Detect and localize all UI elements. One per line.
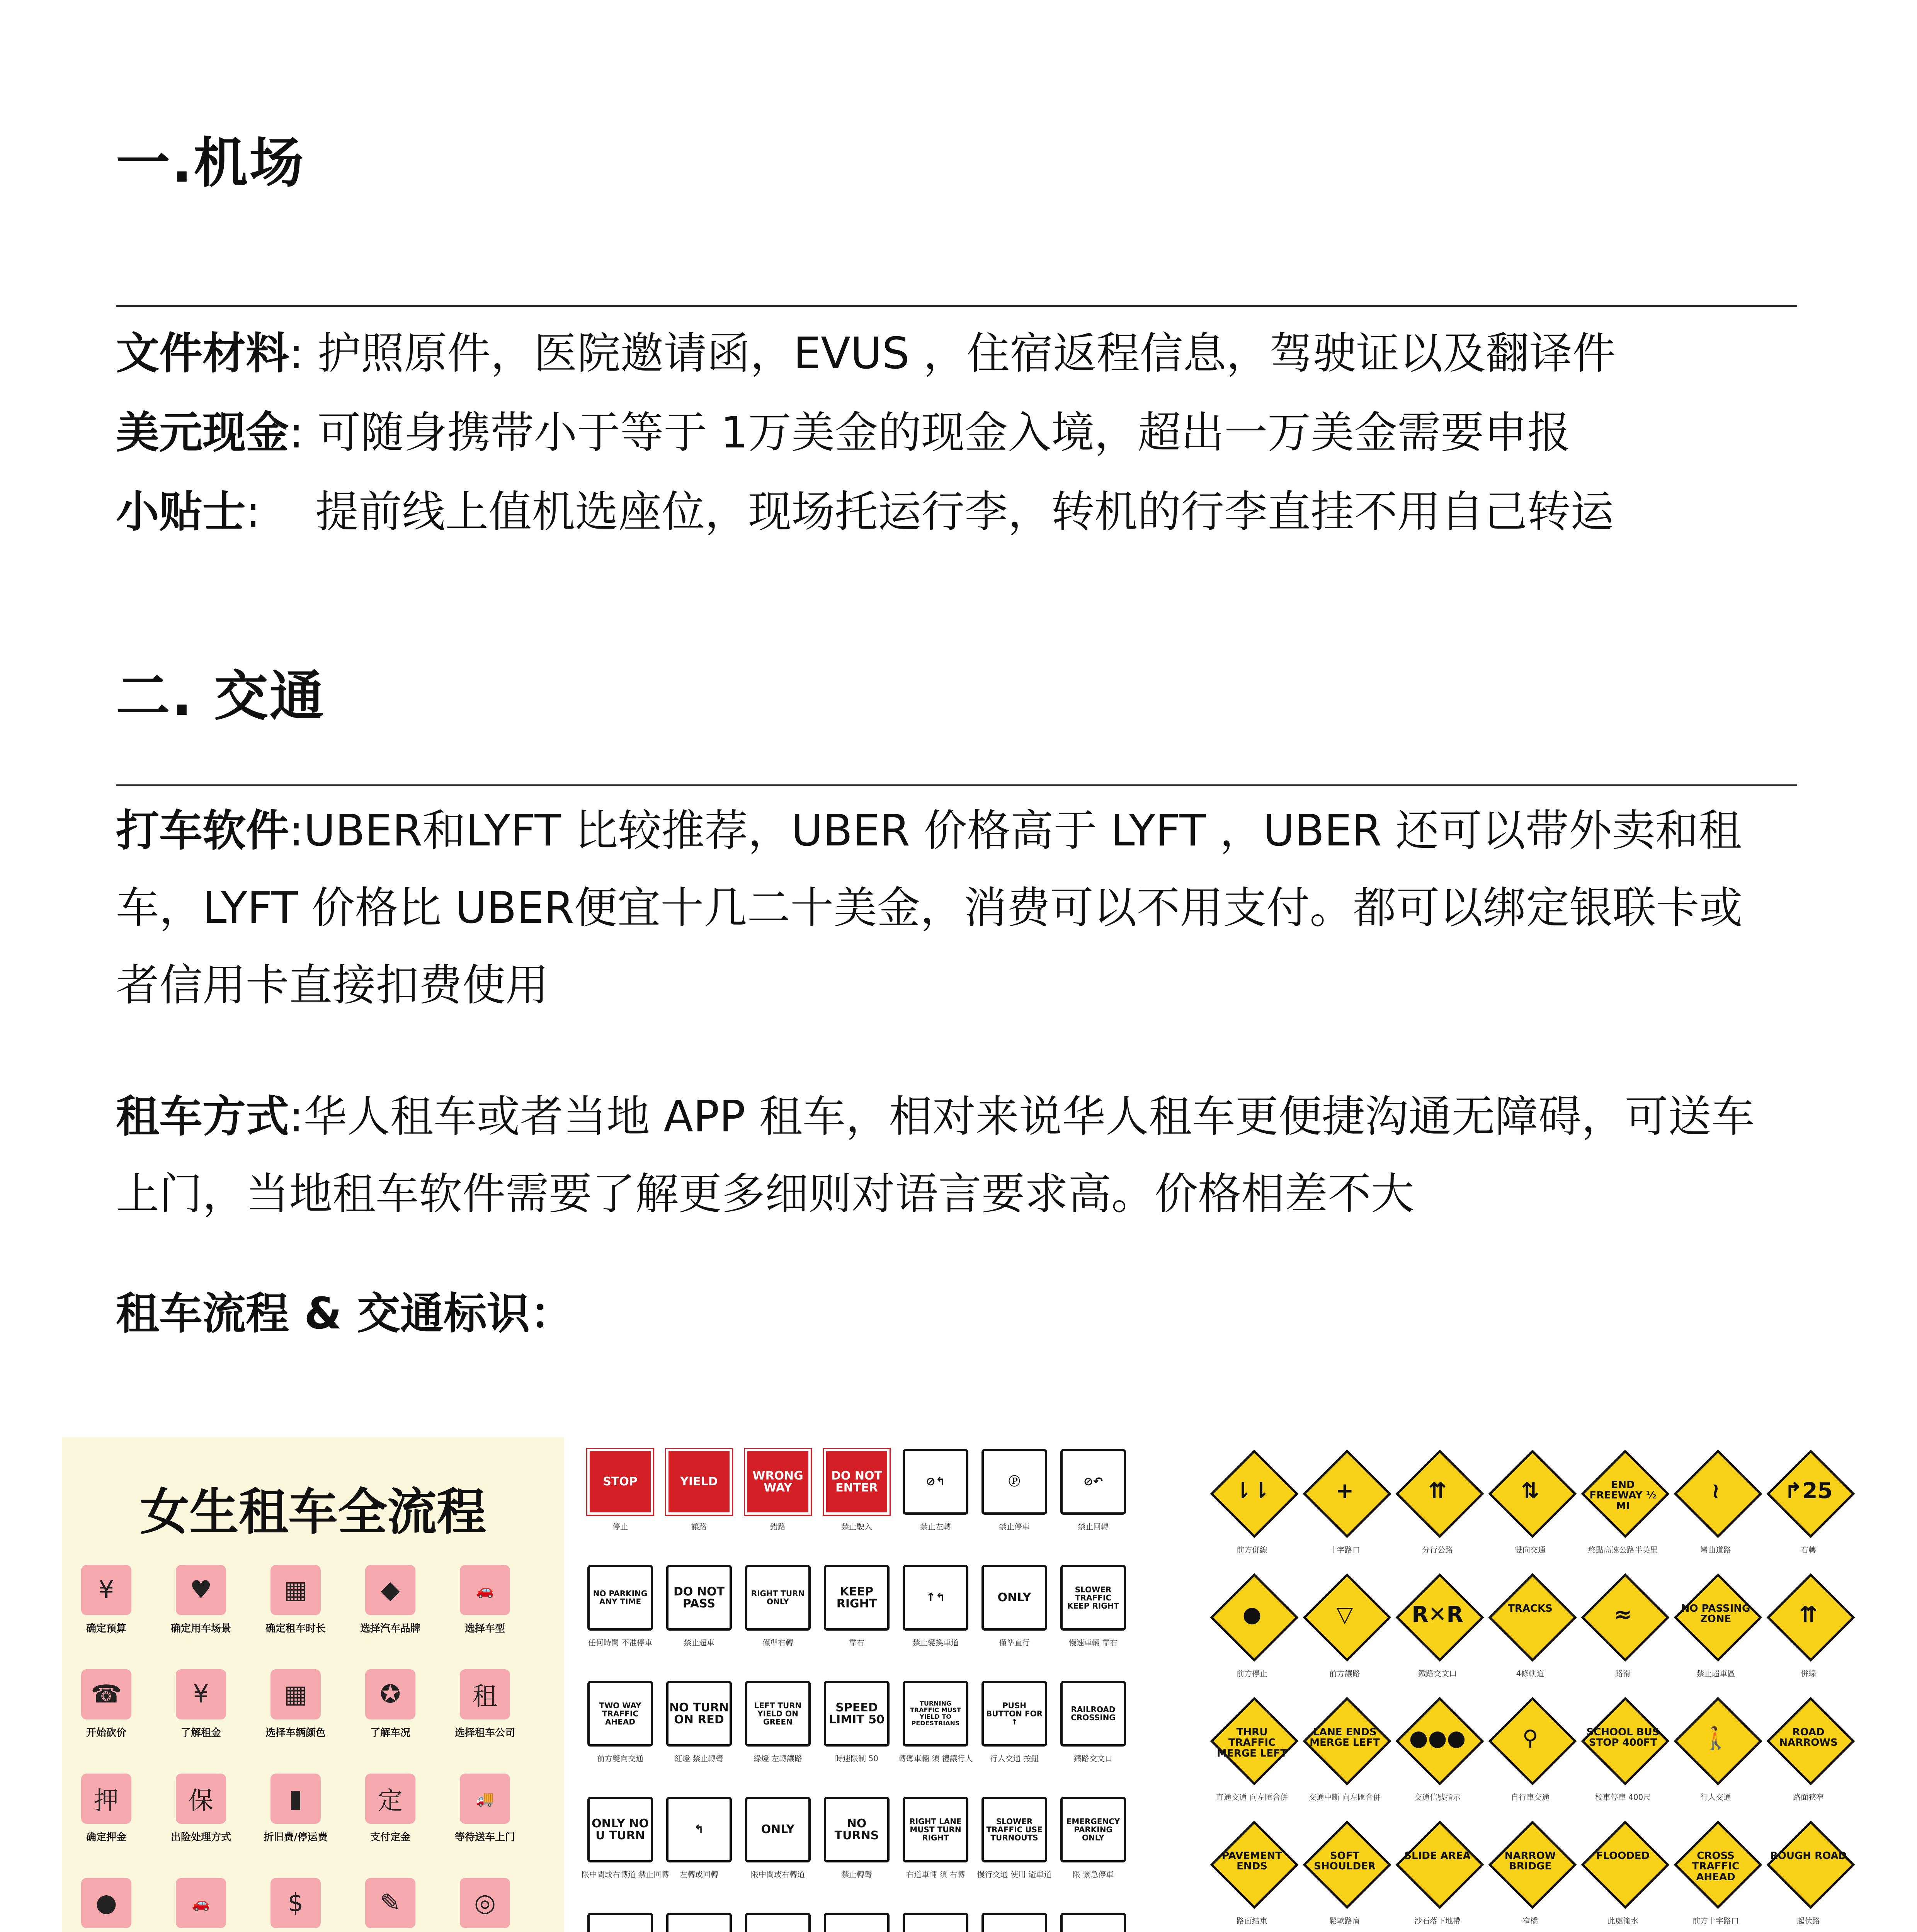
flow-step-label: 出险处理方式: [170, 1832, 231, 1843]
flow-step-icon: ¥: [81, 1565, 131, 1615]
taxi-sep: :: [289, 806, 304, 856]
regulatory-sign: [1060, 1913, 1126, 1932]
flow-step-icon: ✎: [365, 1878, 415, 1928]
flow-step: [263, 1669, 328, 1739]
flow-step-icon: ☎: [81, 1669, 131, 1719]
warning-sign-caption: 路面狹窄: [1793, 1793, 1824, 1802]
regulatory-sign-caption: 錯路: [770, 1522, 786, 1531]
regulatory-sign: KEEP RIGHT: [824, 1565, 890, 1631]
flow-step: [263, 1774, 328, 1844]
regulatory-sign: ↑↰: [903, 1565, 968, 1631]
warning-sign-caption: 雙向交通: [1515, 1545, 1546, 1554]
regulatory-sign-caption: 禁止駛入: [841, 1522, 872, 1531]
warning-sign-text: NO PASSING ZONE: [1681, 1603, 1750, 1625]
rental-text: 华人租车或者当地 APP 租车，相对来说华人租车更便捷沟通无障碍，可送车上门，当地租车软件需要了解更多细则对语言要求高。价格相差不大: [116, 1092, 1755, 1219]
flow-step-label: 选择车型: [464, 1623, 505, 1634]
cash-line: [116, 394, 1570, 471]
warning-sign-caption: 彎曲道路: [1700, 1545, 1731, 1554]
warning-sign-text: PAVEMENT ENDS: [1221, 1850, 1283, 1872]
warning-sign-text: ≈: [1614, 1602, 1632, 1627]
taxi-paragraph: [116, 792, 1778, 1024]
warning-sign-text: ⇈: [1428, 1478, 1447, 1503]
warning-sign-caption: 併線: [1801, 1669, 1816, 1678]
warning-sign-text: ●●●: [1409, 1726, 1466, 1751]
flow-step-icon: ✪: [365, 1669, 415, 1719]
regulatory-sign: TURNING TRAFFIC MUST YIELD TO PEDESTRIANS: [903, 1681, 968, 1747]
rental-paragraph: [116, 1078, 1778, 1233]
warning-sign-caption: 起伏路: [1797, 1916, 1820, 1925]
warning-sign-caption: 右轉: [1801, 1545, 1816, 1554]
regulatory-sign-caption: 禁止停車: [999, 1522, 1030, 1531]
warning-sign-text: TRACKS: [1508, 1603, 1553, 1614]
warning-sign-caption: 自行車交通: [1511, 1793, 1550, 1802]
warning-sign-text: R✕R: [1412, 1602, 1463, 1627]
flow-heading: [116, 1275, 573, 1352]
regulatory-sign-caption: 禁止回轉: [1078, 1522, 1109, 1531]
regulatory-sign-caption: 僅準直行: [999, 1638, 1030, 1647]
warning-sign-caption: 交通中斷 向左匯合併: [1308, 1793, 1381, 1802]
section2-title: 二. 交通: [116, 665, 325, 728]
warning-sign-caption: 鐵路交文口: [1418, 1669, 1457, 1678]
flow-step-icon: 保: [176, 1774, 226, 1824]
regulatory-sign-caption: 左轉或回轉: [680, 1870, 718, 1879]
regulatory-sign: NO TURNS: [824, 1797, 890, 1862]
flow-step-label: 了解租金: [180, 1727, 221, 1739]
warning-sign-text: ROAD NARROWS: [1779, 1726, 1838, 1749]
section2-divider: [116, 784, 1797, 786]
flow-step-label: 折旧费/停运费: [264, 1832, 328, 1843]
regulatory-sign: [903, 1913, 968, 1932]
regulatory-sign-caption: 限中間或右轉道 禁止回轉: [582, 1870, 669, 1879]
warning-sign: [1488, 1573, 1577, 1662]
regulatory-sign: PUSH BUTTON FOR ↑: [981, 1681, 1047, 1747]
tips-line: [116, 473, 1614, 551]
docs-text: 护照原件，医院邀请函，EVUS ，住宿返程信息，驾驶证以及翻译件: [317, 328, 1616, 379]
warning-sign-caption: 路滑: [1615, 1669, 1631, 1678]
taxi-label: 打车软件: [116, 806, 289, 856]
regulatory-sign: NO TURN ON RED: [666, 1681, 732, 1747]
regulatory-sign: DO NOT ENTER: [824, 1449, 890, 1515]
flowchart-title: 女生租车全流程: [139, 1483, 486, 1541]
warning-sign-caption: 前方十字路口: [1692, 1916, 1739, 1925]
flow-step-label: 了解车况: [370, 1727, 410, 1739]
flow-step: [452, 1669, 518, 1739]
regulatory-sign: [824, 1913, 890, 1932]
flow-step: [452, 1774, 518, 1844]
flow-step-icon: ◆: [365, 1565, 415, 1615]
regulatory-sign: SPEED LIMIT 50: [824, 1681, 890, 1747]
warning-sign-caption: 路面結束: [1237, 1916, 1267, 1925]
warning-sign-text: ROUGH ROAD: [1770, 1850, 1847, 1862]
flow-step-icon: ♥: [176, 1565, 226, 1615]
regulatory-sign-caption: 紅燈 禁止轉彎: [674, 1754, 724, 1763]
flow-step-icon: ▦: [270, 1669, 321, 1719]
regulatory-sign-caption: 靠右: [849, 1638, 864, 1647]
flow-step-label: 确定押金: [86, 1832, 126, 1843]
flow-step-icon: ▦: [270, 1565, 321, 1615]
flow-step: [357, 1669, 423, 1739]
tips-sep: :: [246, 487, 260, 537]
cash-text: 可随身携带小于等于 1万美金的现金入境，超出一万美金需要申报: [317, 408, 1571, 458]
flow-step-label: 选择汽车品牌: [360, 1623, 420, 1634]
flow-step-icon: ¥: [176, 1669, 226, 1719]
flow-step-icon: 押: [81, 1774, 131, 1824]
warning-sign-caption: 直通交通 向左匯合併: [1216, 1793, 1288, 1802]
regulatory-sign: SLOWER TRAFFIC USE TURNOUTS: [981, 1797, 1047, 1862]
regulatory-sign: ⊘↶: [1060, 1449, 1126, 1515]
section1-title: 一.机场: [116, 132, 305, 195]
flow-step: [73, 1878, 139, 1932]
warning-sign-text: ⚲: [1522, 1726, 1538, 1751]
flow-step-icon: ▮: [270, 1774, 321, 1824]
regulatory-sign: Ⓟ: [981, 1449, 1047, 1515]
regulatory-sign: [666, 1913, 732, 1932]
regulatory-sign: NO PARKING ANY TIME: [587, 1565, 653, 1631]
warning-sign-caption: 4條軌道: [1516, 1669, 1544, 1678]
warning-sign-caption: 前方停止: [1237, 1669, 1267, 1678]
regulatory-sign-caption: 禁止變換車道: [912, 1638, 959, 1647]
regulatory-sign: RIGHT LANE MUST TURN RIGHT: [903, 1797, 968, 1862]
regulatory-sign: ONLY: [745, 1797, 811, 1862]
warning-sign: [1766, 1820, 1855, 1909]
regulatory-sign-caption: 行人交通 按鈕: [990, 1754, 1039, 1763]
warning-sign-caption: 校車停車 400尺: [1595, 1793, 1651, 1802]
regulatory-sign-caption: 慢速車輛 靠右: [1068, 1638, 1118, 1647]
regulatory-sign-caption: 禁止超車: [684, 1638, 714, 1647]
regulatory-sign: [587, 1913, 653, 1932]
warning-sign-text: END FREEWAY ½ MI: [1589, 1479, 1657, 1512]
regulatory-sign-caption: 讓路: [691, 1522, 707, 1531]
regulatory-sign: SLOWER TRAFFIC KEEP RIGHT: [1060, 1565, 1126, 1631]
warning-sign-caption: 沙石落下地帶: [1414, 1916, 1461, 1925]
flow-step-label: 支付定金: [370, 1832, 410, 1843]
regulatory-sign-caption: 禁止左轉: [920, 1522, 951, 1531]
flow-step: [73, 1774, 139, 1844]
tips-label: 小贴士: [116, 487, 246, 537]
flow-step: [357, 1565, 423, 1635]
warning-sign-text: ≀: [1711, 1478, 1720, 1503]
flow-step-icon: 租: [460, 1669, 510, 1719]
rental-flowchart: [62, 1437, 564, 1932]
regulatory-sign: ONLY: [981, 1565, 1047, 1631]
flow-step-label: 确定租车时长: [265, 1623, 326, 1634]
warning-sign-caption: 前方併線: [1237, 1545, 1267, 1554]
regulatory-sign: [981, 1913, 1047, 1932]
warning-sign-text: CROSS TRAFFIC AHEAD: [1692, 1850, 1740, 1883]
warning-sign-text: ↱25: [1784, 1478, 1833, 1503]
flow-step: [168, 1774, 234, 1844]
flow-step-icon: ◎: [460, 1878, 510, 1928]
warning-sign-caption: 行人交通: [1700, 1793, 1731, 1802]
regulatory-sign: YIELD: [666, 1449, 732, 1515]
regulatory-sign-caption: 限 緊急停車: [1072, 1870, 1114, 1879]
warning-sign-caption: 窄橋: [1522, 1916, 1538, 1925]
warning-sign-text: ⇂⇂: [1234, 1478, 1270, 1503]
flow-step-icon: 🚚: [460, 1774, 510, 1824]
flow-step: [263, 1878, 328, 1932]
docs-label: 文件材料: [116, 328, 289, 379]
warning-signs-sheet: [1198, 1437, 1863, 1932]
regulatory-sign: LEFT TURN YIELD ON GREEN: [745, 1681, 811, 1747]
regulatory-sign: WRONG WAY: [745, 1449, 811, 1515]
warning-sign-text: SCHOOL BUS STOP 400FT: [1586, 1726, 1660, 1749]
flow-step: [452, 1878, 518, 1932]
flow-step-label: 确定用车场景: [170, 1623, 231, 1634]
flow-heading-text: 租车流程 & 交通标识：: [116, 1289, 573, 1339]
regulatory-sign-caption: 限中間或右轉道: [751, 1870, 805, 1879]
docs-line: [116, 315, 1616, 392]
regulatory-sign: ONLY NO U TURN: [587, 1797, 653, 1862]
rental-sep: :: [289, 1092, 304, 1142]
regulatory-sign-caption: 任何時間 不准停車: [588, 1638, 653, 1647]
tips-text: 提前线上值机选座位，现场托运行李，转机的行李直挂不用自己转运: [315, 487, 1614, 537]
flow-step: [73, 1669, 139, 1739]
flow-step: [168, 1565, 234, 1635]
regulatory-sign: ↰: [666, 1797, 732, 1862]
flow-step: [168, 1878, 234, 1932]
regulatory-sign-caption: 僅準右轉: [762, 1638, 793, 1647]
regulatory-sign-caption: 右道車輛 須 右轉: [906, 1870, 965, 1879]
warning-sign-text: LANE ENDS MERGE LEFT: [1310, 1726, 1380, 1749]
regulatory-sign: DO NOT PASS: [666, 1565, 732, 1631]
regulatory-sign-caption: 前方雙向交通: [597, 1754, 643, 1763]
flow-step-label: 选择车辆颜色: [265, 1727, 326, 1739]
taxi-text: UBER和LYFT 比较推荐，UBER 价格高于 LYFT ，UBER 还可以带外卖和租车，LYFT 价格比 UBER便宜十几二十美金，消费可以不用支付。都可以绑定银联卡或者信用卡直接扣费使用: [116, 806, 1743, 1010]
warning-sign: [1581, 1820, 1669, 1909]
warning-sign-caption: 分行公路: [1422, 1545, 1453, 1554]
section1-divider: [116, 305, 1797, 307]
cash-label: 美元现金: [116, 408, 289, 458]
regulatory-sign: STOP: [587, 1449, 653, 1515]
flow-step: [357, 1774, 423, 1844]
regulatory-sign-caption: 鐵路交文口: [1074, 1754, 1112, 1763]
warning-sign-text: SLIDE AREA: [1404, 1850, 1471, 1862]
flow-step-label: 开始砍价: [86, 1727, 126, 1739]
warning-sign-caption: 交通信號指示: [1414, 1793, 1461, 1802]
warning-sign-text: ▽: [1336, 1602, 1353, 1627]
regulatory-signs-sheet: [580, 1437, 1152, 1932]
flow-step-icon: $: [270, 1878, 321, 1928]
warning-sign-caption: 十字路口: [1329, 1545, 1360, 1554]
flow-step: [357, 1878, 423, 1932]
flow-step: [263, 1565, 328, 1635]
flow-step: [168, 1669, 234, 1739]
flow-step-label: 选择租车公司: [454, 1727, 515, 1739]
cash-sep: :: [289, 408, 304, 458]
docs-sep: :: [289, 328, 304, 379]
warning-sign-text: 🚶: [1702, 1726, 1729, 1751]
regulatory-sign: RAILROAD CROSSING: [1060, 1681, 1126, 1747]
flow-step: [452, 1565, 518, 1635]
flow-step-label: 等待送车上门: [454, 1832, 515, 1843]
flow-step-icon: 定: [365, 1774, 415, 1824]
regulatory-sign: EMERGENCY PARKING ONLY: [1060, 1797, 1126, 1862]
flow-step-icon: 🚗: [460, 1565, 510, 1615]
warning-sign-text: ●: [1242, 1602, 1262, 1627]
regulatory-sign-caption: 轉彎車輛 須 禮讓行人: [898, 1754, 973, 1763]
warning-sign-caption: 鬆軟路肩: [1329, 1916, 1360, 1925]
regulatory-sign: TWO WAY TRAFFIC AHEAD: [587, 1681, 653, 1747]
warning-sign-text: ⇈: [1799, 1602, 1818, 1627]
regulatory-sign: [745, 1913, 811, 1932]
warning-sign-text: SOFT SHOULDER: [1314, 1850, 1376, 1872]
rental-label: 租车方式: [116, 1092, 289, 1142]
flow-step-icon: 🚗: [176, 1878, 226, 1928]
flow-step-label: 确定预算: [86, 1623, 126, 1634]
flow-step-icon: ●: [81, 1878, 131, 1928]
warning-sign-text: ⇅: [1521, 1478, 1539, 1503]
warning-sign-text: FLOODED: [1596, 1850, 1650, 1862]
regulatory-sign-caption: 停止: [612, 1522, 628, 1531]
warning-sign-caption: 終點高速公路半英里: [1588, 1545, 1658, 1554]
regulatory-sign-caption: 禁止轉彎: [841, 1870, 872, 1879]
warning-sign-text: THRU TRAFFIC MERGE LEFT: [1217, 1726, 1287, 1759]
regulatory-sign-caption: 時速限制 50: [835, 1754, 878, 1763]
regulatory-sign: ⊘↰: [903, 1449, 968, 1515]
warning-sign-caption: 前方讓路: [1329, 1669, 1360, 1678]
warning-sign-text: NARROW BRIDGE: [1504, 1850, 1556, 1872]
warning-sign-caption: 禁止超車區: [1696, 1669, 1735, 1678]
regulatory-sign-caption: 慢行交通 使用 避車道: [977, 1870, 1052, 1879]
warning-sign: [1395, 1820, 1484, 1909]
regulatory-sign-caption: 綠燈 左轉讓路: [753, 1754, 803, 1763]
flow-step: [73, 1565, 139, 1635]
regulatory-sign: RIGHT TURN ONLY: [745, 1565, 811, 1631]
warning-sign-text: +: [1335, 1478, 1354, 1503]
warning-sign-caption: 此處淹水: [1607, 1916, 1638, 1925]
